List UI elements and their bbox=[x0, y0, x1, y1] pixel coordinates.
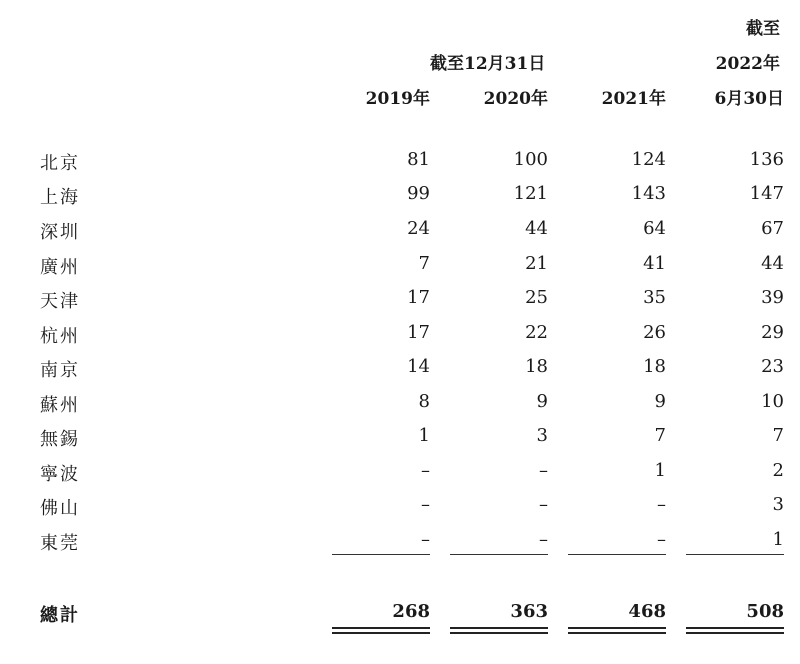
total-2022h1: 508 bbox=[746, 601, 784, 622]
cell-2021: 1 bbox=[654, 460, 666, 481]
cell-2022h1: 44 bbox=[761, 253, 784, 274]
cell-2022h1: 23 bbox=[761, 356, 784, 377]
cell-2019: 7 bbox=[418, 253, 430, 274]
header-col-2021: 2021年 bbox=[601, 89, 666, 109]
row-label: 上海 bbox=[40, 187, 80, 208]
cell-2021: 64 bbox=[643, 218, 666, 239]
row-label: 寧波 bbox=[40, 464, 80, 485]
cell-2021: 7 bbox=[654, 425, 666, 446]
cell-2021: 124 bbox=[631, 149, 666, 170]
cell-2021: 41 bbox=[643, 253, 666, 274]
cell-2020: 44 bbox=[525, 218, 548, 239]
row-label: 蘇州 bbox=[40, 395, 80, 416]
cell-2019: 24 bbox=[407, 218, 430, 239]
header-as-of-label: 截至 bbox=[746, 19, 780, 39]
row-label: 天津 bbox=[40, 291, 80, 312]
cell-2020: – bbox=[539, 529, 548, 550]
cell-2022h1: 29 bbox=[761, 322, 784, 343]
cell-2020: 25 bbox=[525, 287, 548, 308]
cell-2020: 3 bbox=[536, 425, 548, 446]
subtotal-rule-2019 bbox=[332, 554, 430, 555]
cell-2021: 35 bbox=[643, 287, 666, 308]
row-label: 杭州 bbox=[40, 326, 80, 347]
cell-2020: 100 bbox=[513, 149, 548, 170]
cell-2020: 18 bbox=[525, 356, 548, 377]
total-2021: 468 bbox=[628, 601, 666, 622]
cell-2021: 143 bbox=[631, 183, 666, 204]
header-col-2019: 2019年 bbox=[365, 89, 430, 109]
cell-2019: 17 bbox=[407, 322, 430, 343]
row-label: 廣州 bbox=[40, 257, 80, 278]
cell-2022h1: 39 bbox=[761, 287, 784, 308]
cell-2022h1: 1 bbox=[772, 529, 784, 550]
cell-2019: 1 bbox=[418, 425, 430, 446]
cell-2022h1: 67 bbox=[761, 218, 784, 239]
cell-2019: – bbox=[421, 494, 430, 515]
row-label: 佛山 bbox=[40, 498, 80, 519]
cell-2021: 26 bbox=[643, 322, 666, 343]
cell-2020: 22 bbox=[525, 322, 548, 343]
subtotal-rule-2021 bbox=[568, 554, 666, 555]
row-label: 深圳 bbox=[40, 222, 80, 243]
cell-2020: – bbox=[539, 460, 548, 481]
cell-2019: 81 bbox=[407, 149, 430, 170]
row-label: 無錫 bbox=[40, 429, 80, 450]
header-last-date: 6月30日 bbox=[714, 89, 784, 109]
row-label: 東莞 bbox=[40, 533, 80, 554]
cell-2019: 99 bbox=[407, 183, 430, 204]
total-label: 總計 bbox=[40, 605, 80, 626]
cell-2022h1: 147 bbox=[749, 183, 784, 204]
total-2020: 363 bbox=[510, 601, 548, 622]
subtotal-rule-2022h1 bbox=[686, 554, 784, 555]
cell-2022h1: 10 bbox=[761, 391, 784, 412]
row-label: 北京 bbox=[40, 153, 80, 174]
cell-2019: – bbox=[421, 460, 430, 481]
cell-2022h1: 136 bbox=[749, 149, 784, 170]
row-label: 南京 bbox=[40, 360, 80, 381]
cell-2021: – bbox=[657, 494, 666, 515]
cell-2021: 9 bbox=[654, 391, 666, 412]
cell-2020: 21 bbox=[525, 253, 548, 274]
header-last-year: 2022年 bbox=[715, 54, 780, 74]
total-double-rule-2020 bbox=[450, 627, 548, 634]
subtotal-rule-2020 bbox=[450, 554, 548, 555]
cell-2020: 9 bbox=[536, 391, 548, 412]
cell-2019: – bbox=[421, 529, 430, 550]
cell-2019: 17 bbox=[407, 287, 430, 308]
cell-2022h1: 7 bbox=[772, 425, 784, 446]
cell-2022h1: 3 bbox=[772, 494, 784, 515]
header-dec31-group: 截至12月31日 bbox=[430, 54, 546, 74]
total-double-rule-2021 bbox=[568, 627, 666, 634]
total-double-rule-2019 bbox=[332, 627, 430, 634]
total-double-rule-2022h1 bbox=[686, 627, 784, 634]
cell-2021: – bbox=[657, 529, 666, 550]
cell-2019: 8 bbox=[418, 391, 430, 412]
cell-2019: 14 bbox=[407, 356, 430, 377]
header-col-2020: 2020年 bbox=[483, 89, 548, 109]
cell-2020: – bbox=[539, 494, 548, 515]
cell-2022h1: 2 bbox=[772, 460, 784, 481]
cell-2020: 121 bbox=[513, 183, 548, 204]
total-2019: 268 bbox=[392, 601, 430, 622]
cell-2021: 18 bbox=[643, 356, 666, 377]
